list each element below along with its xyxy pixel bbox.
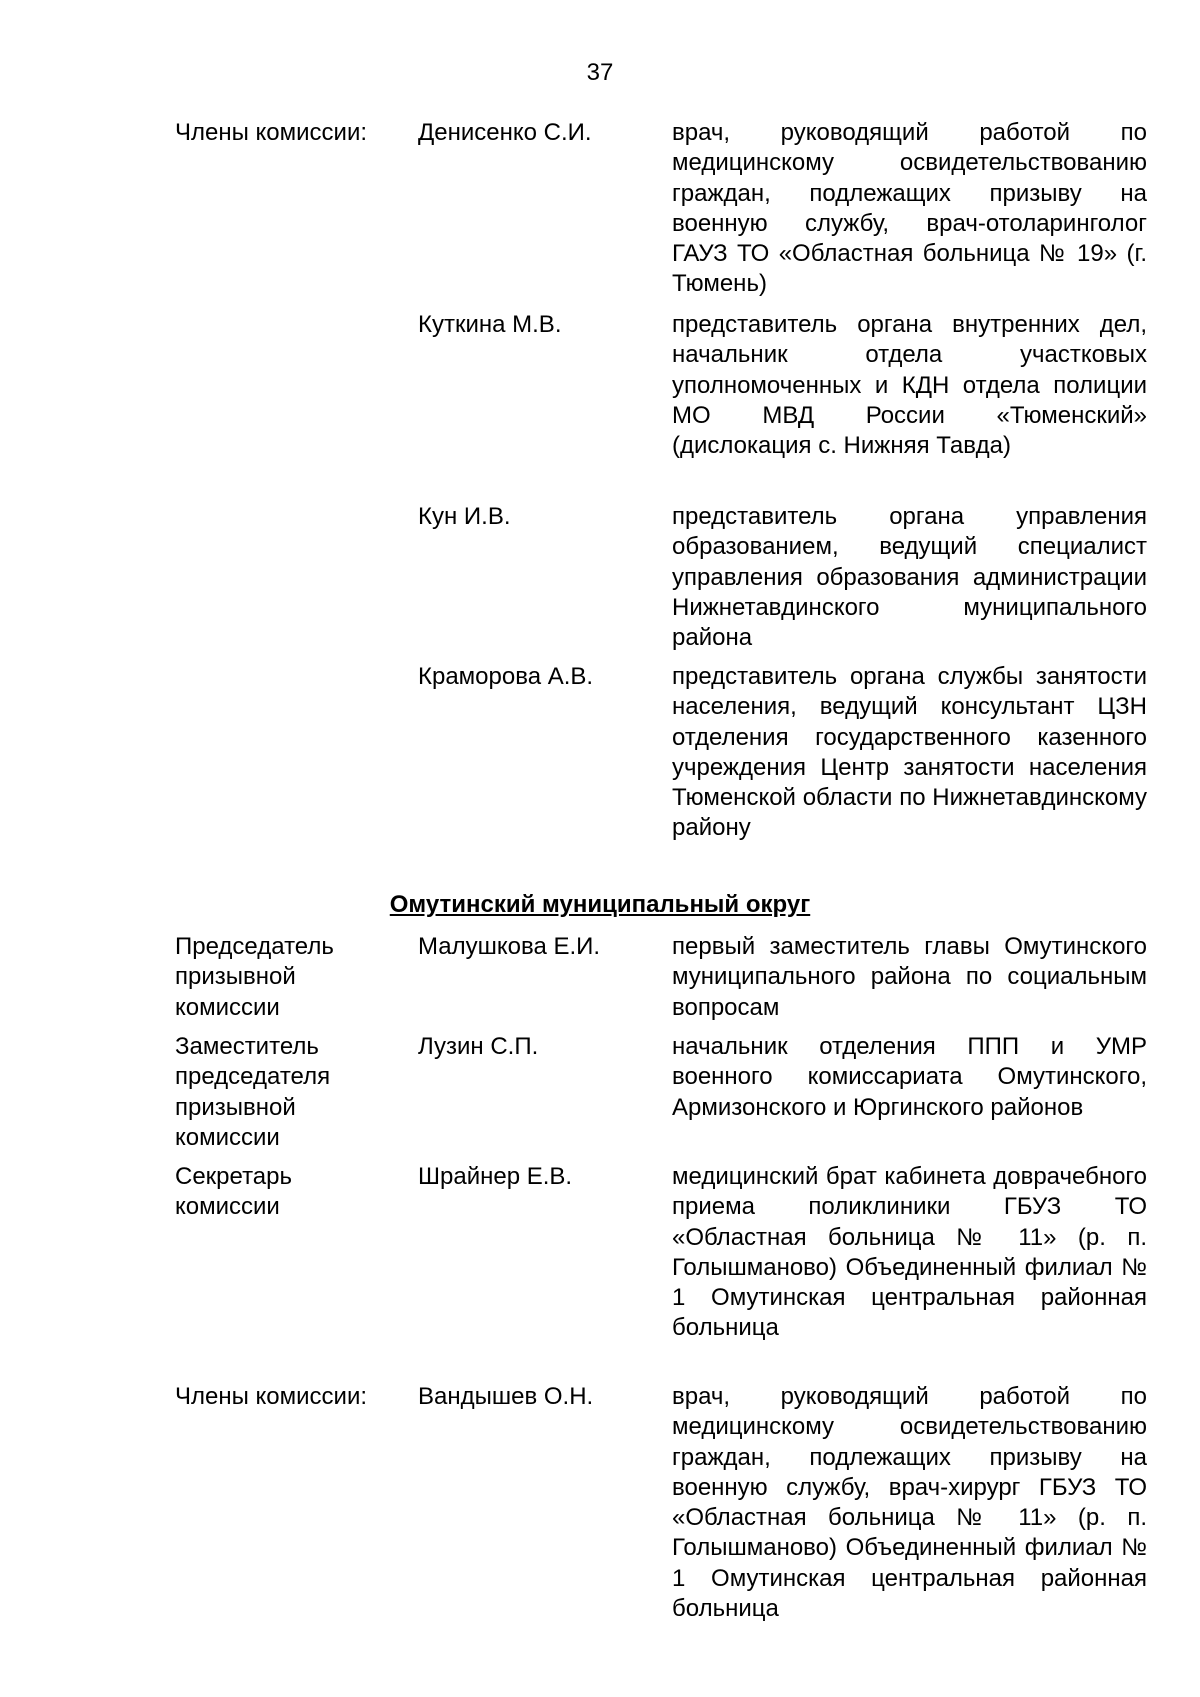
role-label: Председатель призывной комиссии [175,933,334,1021]
role-label: Члены комиссии: [175,119,368,146]
member-description: врач, руководящий работой по медицинскому освидетельствованию граждан, подлежащих призыву на военную службу, врач-отоларинголог ГАУЗ ТО «Областная больница № 19» (г. Тюмень) [672,119,1147,298]
member-name: Куткина М.В. [418,311,562,338]
member-name: Кун И.В. [418,503,511,530]
member-name: Лузин С.П. [418,1033,539,1060]
role-label: Заместитель председателя призывной комиссии [175,1033,331,1151]
member-name: Краморова А.В. [418,663,594,690]
member-description: представитель органа управления образованием, ведущий специалист управления образования администрации Нижнетавдинского муниципального района [672,503,1147,652]
section-heading: Омутинский муниципальный округ [389,891,811,918]
member-description: медицинский брат кабинета доврачебного приема поликлиники ГБУЗ ТО «Областная больница № 11» (р. п. Голышманово) Объединенный филиал № 1 Омутинская центральная районная больница [672,1163,1147,1342]
member-name: Денисенко С.И. [418,119,592,146]
member-name: Шрайнер Е.В. [418,1163,573,1190]
member-description: первый заместитель главы Омутинского муниципального района по социальным вопросам [672,933,1147,1021]
role-label: Секретарь комиссии [175,1163,292,1221]
member-name: Вандышев О.Н. [418,1383,594,1410]
role-label: Члены комиссии: [175,1383,368,1410]
member-description: начальник отделения ППП и УМР военного комиссариата Омутинского, Армизонского и Юргинского районов [672,1033,1147,1121]
member-description: врач, руководящий работой по медицинскому освидетельствованию граждан, подлежащих призыву на военную службу, врач-хирург ГБУЗ ТО «Областная больница № 11» (р. п. Голышманово) Объединенный филиал № 1 Омутинская центральная районная больница [672,1383,1147,1623]
member-description: представитель органа службы занятости населения, ведущий консультант ЦЗН отделения государственного казенного учреждения Центр занятости населения Тюменской области по Нижнетавдинскому району [672,663,1147,842]
member-name: Малушкова Е.И. [418,933,601,960]
member-description: представитель органа внутренних дел, начальник отдела участковых уполномоченных и КДН отдела полиции МО МВД России «Тюменский» (дислокация с. Нижняя Тавда) [672,311,1147,460]
page-number: 37 [586,59,614,86]
